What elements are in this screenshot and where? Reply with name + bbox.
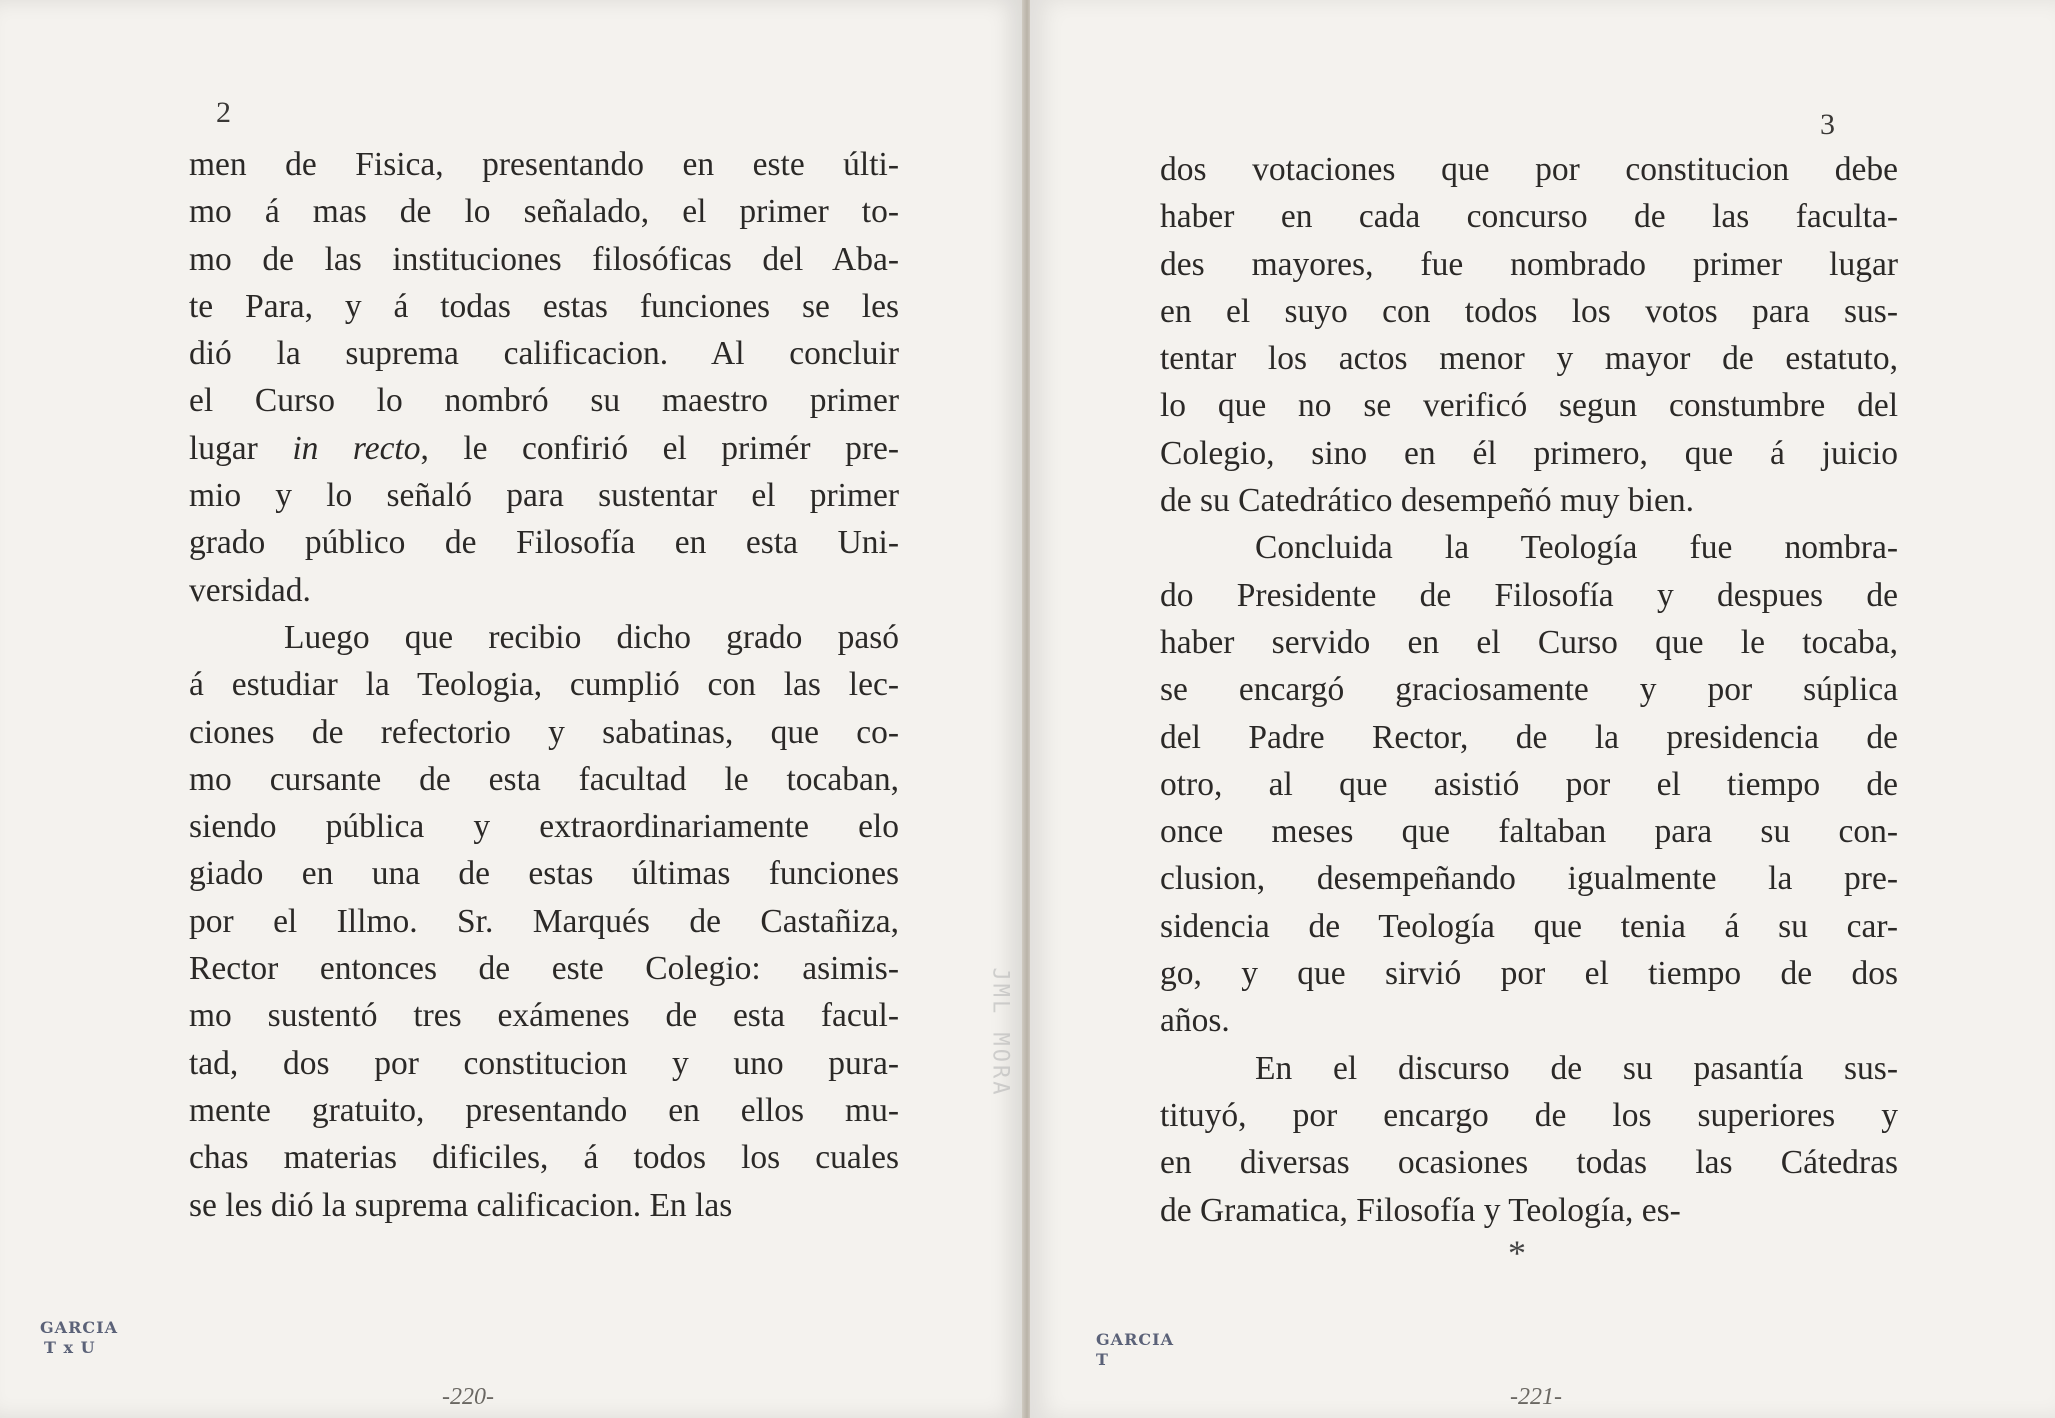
text-line: mo sustentó tres exámenes de esta facul- [189, 997, 899, 1035]
text-line: grado público de Filosofía en esta Uni- [189, 524, 899, 562]
text-line: Colegio, sino en él primero, que á juicio [1160, 434, 1898, 472]
text-line: giado en una de estas últimas funciones [189, 855, 899, 893]
right-page-text [1160, 146, 1898, 1234]
text-line: once meses que faltaban para su con- [1160, 813, 1898, 851]
text-line: tituyó, por encargo de los superiores y [1160, 1096, 1898, 1134]
text-line: el Curso lo nombró su maestro primer [189, 382, 899, 420]
right-stamp-line1: GARCIA [1096, 1330, 1175, 1349]
spine-label-ghost: JML MORA [987, 967, 1013, 1098]
left-stamp-line1: GARCIA [40, 1318, 119, 1337]
text-line: Rector entonces de este Colegio: asimis- [189, 950, 899, 988]
text-line: mio y lo señaló para sustentar el primer [189, 477, 899, 515]
text-line: dió la suprema calificacion. Al concluir [189, 335, 899, 373]
text-line: ciones de refectorio y sabatinas, que co- [189, 713, 899, 751]
italic-phrase: in recto [292, 429, 421, 467]
right-stamp-line2: T [1096, 1350, 1109, 1369]
left-page [0, 0, 1024, 1418]
right-page-number: 3 [1820, 108, 1835, 141]
text-line: otro, al que asistió por el tiempo de [1160, 765, 1898, 803]
text-line: se encargó graciosamente y por súplica [1160, 671, 1898, 709]
text-line: mo á mas de lo señalado, el primer to- [189, 193, 899, 231]
text-line: lugar in recto, le confirió el primér pre- [189, 429, 899, 467]
text-line: do Presidente de Filosofía y despues de [1160, 576, 1898, 614]
text-line: del Padre Rector, de la presidencia de [1160, 718, 1898, 756]
text-line: chas materias dificiles, á todos los cuales [189, 1139, 899, 1177]
text-line: dos votaciones que por constitucion debe [1160, 151, 1898, 188]
text-line: de su Catedrático desempeñó muy bien. [1160, 482, 1694, 520]
text-line: En el discurso de su pasantía sus- [1255, 1049, 1898, 1087]
left-page-text [189, 141, 899, 1229]
text-line: de Gramatica, Filosofía y Teología, es- [1160, 1191, 1681, 1229]
text-line: por el Illmo. Sr. Marqués de Castañiza, [189, 902, 899, 940]
text-line: en diversas ocasiones todas las Cátedras [1160, 1144, 1898, 1182]
text-line: se les dió la suprema calificacion. En las [189, 1186, 733, 1224]
text-line: tad, dos por constitucion y uno pura- [189, 1044, 899, 1082]
text-line: mente gratuito, presentando en ellos mu- [189, 1091, 899, 1129]
right-stamp [1096, 1330, 1174, 1370]
text-line: en el suyo con todos los votos para sus- [1160, 292, 1898, 330]
text-line: men de Fisica, presentando en este últi- [189, 146, 899, 183]
right-page [1030, 0, 2055, 1418]
text-line: Luego que recibio dicho grado pasó [284, 618, 899, 656]
text-line: lo que no se verificó segun constumbre del [1160, 387, 1898, 425]
text-line: Concluida la Teología fue nombra- [1255, 529, 1898, 567]
left-stamp-line2: T x U [44, 1338, 96, 1357]
text-line: sidencia de Teología que tenia á su car- [1160, 907, 1898, 945]
text-line: go, y que sirvió por el tiempo de dos [1160, 955, 1898, 993]
text-line: mo de las instituciones filosóficas del Aba- [189, 240, 899, 278]
text-line: clusion, desempeñando igualmente la pre- [1160, 860, 1898, 898]
text-line: tentar los actos menor y mayor de estatuto, [1160, 340, 1898, 378]
text-line: haber servido en el Curso que le tocaba, [1160, 623, 1898, 661]
text-line: te Para, y á todas estas funciones se les [189, 287, 899, 325]
text-line: des mayores, fue nombrado primer lugar [1160, 245, 1898, 283]
left-page-number: 2 [216, 96, 231, 129]
left-folio: -220- [442, 1384, 494, 1410]
text-line: versidad. [189, 571, 311, 609]
right-folio: -221- [1510, 1384, 1562, 1410]
text-line: años. [1160, 1002, 1230, 1040]
text-line: siendo pública y extraordinariamente elo [189, 808, 899, 846]
text-line: mo cursante de esta facultad le tocaban, [189, 760, 899, 798]
signature-mark: * [1508, 1233, 1526, 1273]
text-line: á estudiar la Teologia, cumplió con las lec- [189, 666, 899, 704]
left-stamp [40, 1318, 118, 1358]
text-line: haber en cada concurso de las faculta- [1160, 198, 1898, 236]
